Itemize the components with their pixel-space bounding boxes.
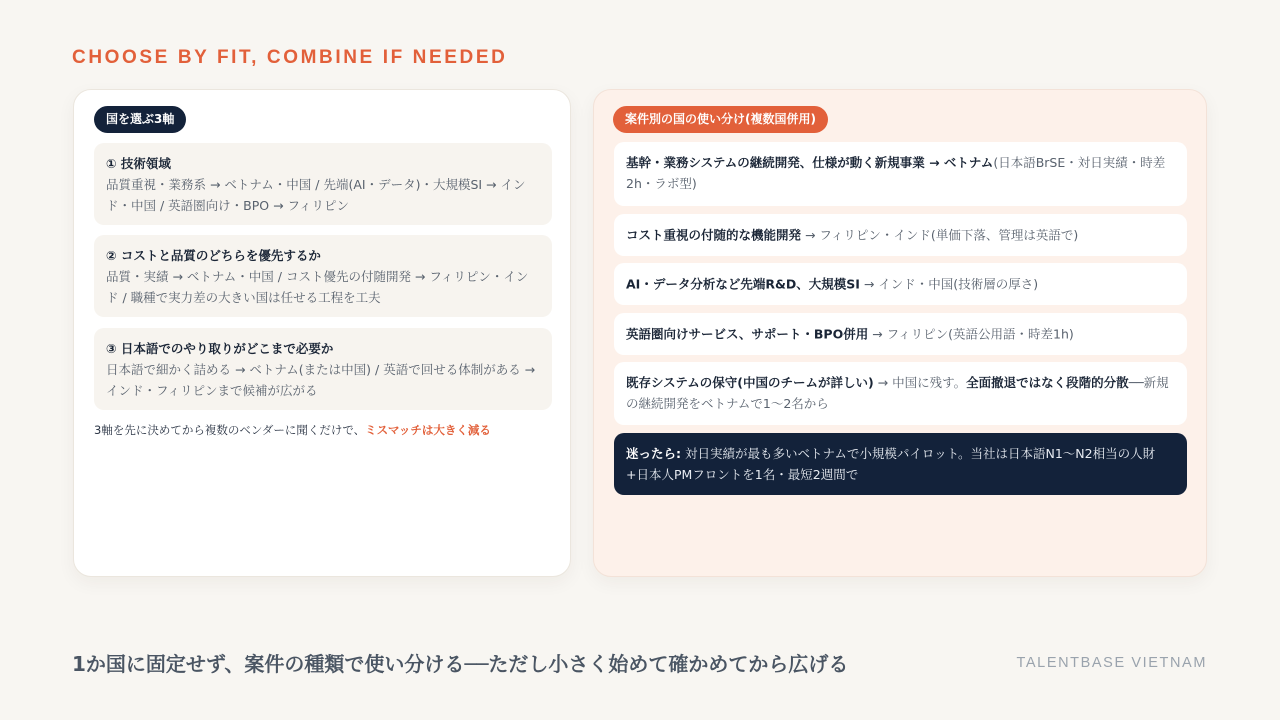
- case-strong: 基幹・業務システムの継続開発、仕様が動く新規事業 → ベトナム: [626, 155, 994, 170]
- brand-wordmark: TALENTBASE VIETNAM: [1016, 655, 1207, 671]
- case-strong: AI・データ分析など先端R&D、大規模SI: [626, 276, 860, 292]
- footer-tagline: 1か国に固定せず、案件の種類で使い分ける──ただし小さく始めて確かめてから広げる: [72, 652, 849, 676]
- case-strong: 既存システムの保守(中国のチームが詳しい): [626, 375, 874, 390]
- case-item-philippines: [614, 313, 1187, 355]
- axis-description: 品質重視・業務系 → ベトナム・中国 / 先端(AI・データ)・大規模SI → インド・中国 / 英語圏向け・BPO → フィリピン: [106, 177, 526, 213]
- note-text: 3軸を先に決めてから複数のベンダーに聞くだけで、: [94, 423, 366, 437]
- axis-title: ③ 日本語でのやり取りがどこまで必要か: [106, 341, 334, 356]
- case-strong-secondary: 全面撤退ではなく段階的分散: [966, 375, 1129, 390]
- country-usage-card: [593, 89, 1207, 577]
- axis-description: 品質・実績 → ベトナム・中国 / コスト優先の付随開発 → フィリピン・インド / 職種で実力差の大きい国は任せる工程を工夫: [106, 269, 529, 305]
- case-detail: → インド・中国(技術層の厚さ): [859, 276, 1039, 292]
- axis-technology: [94, 143, 552, 225]
- selection-axes-card: [73, 89, 571, 577]
- case-strong: 英語圏向けサービス、サポート・BPO併用: [626, 326, 869, 342]
- axes-note: [94, 421, 554, 439]
- axis-cost-quality: [94, 235, 552, 317]
- case-item-vietnam: [614, 142, 1187, 206]
- pilot-callout: [614, 433, 1187, 495]
- axes-pill-label: 国を選ぶ3軸: [94, 106, 186, 133]
- case-detail-secondary: ──新規の継続開発をベトナムで1〜2名から: [626, 375, 1169, 411]
- case-detail: (日本語BrSE・対日実績・時差2h・ラボ型): [626, 155, 1166, 191]
- callout-lead: 迷ったら:: [626, 446, 681, 461]
- callout-text: 対日実績が最も多いベトナムで小規模パイロット。当社は日本語N1〜N2相当の人財+日本人PMフロントを1名・最短2週間で: [626, 446, 1156, 482]
- case-item-india-china: [614, 263, 1187, 305]
- axis-title: ② コストと品質のどちらを優先するか: [106, 248, 321, 263]
- case-item-philippines-india: [614, 214, 1187, 256]
- usage-pill-label: 案件別の国の使い分け(複数国併用): [613, 106, 828, 133]
- case-strong: コスト重視の付随的な機能開発: [626, 227, 802, 243]
- case-detail: → 中国に残す。: [873, 375, 967, 390]
- case-item-china-maintenance: [614, 362, 1187, 425]
- note-highlight: ミスマッチは大きく減る: [365, 423, 491, 437]
- axis-description: 日本語で細かく詰める → ベトナム(または中国) / 英語で回せる体制がある → インド・フィリピンまで候補が広がる: [106, 362, 536, 398]
- axis-title: ① 技術領域: [106, 156, 171, 171]
- case-detail: → フィリピン(英語公用語・時差1h): [868, 326, 1074, 342]
- eyebrow-heading: CHOOSE BY FIT, COMBINE IF NEEDED: [72, 47, 508, 68]
- axis-japanese-language: [94, 328, 552, 410]
- case-detail: → フィリピン・インド(単価下落、管理は英語で): [801, 227, 1079, 243]
